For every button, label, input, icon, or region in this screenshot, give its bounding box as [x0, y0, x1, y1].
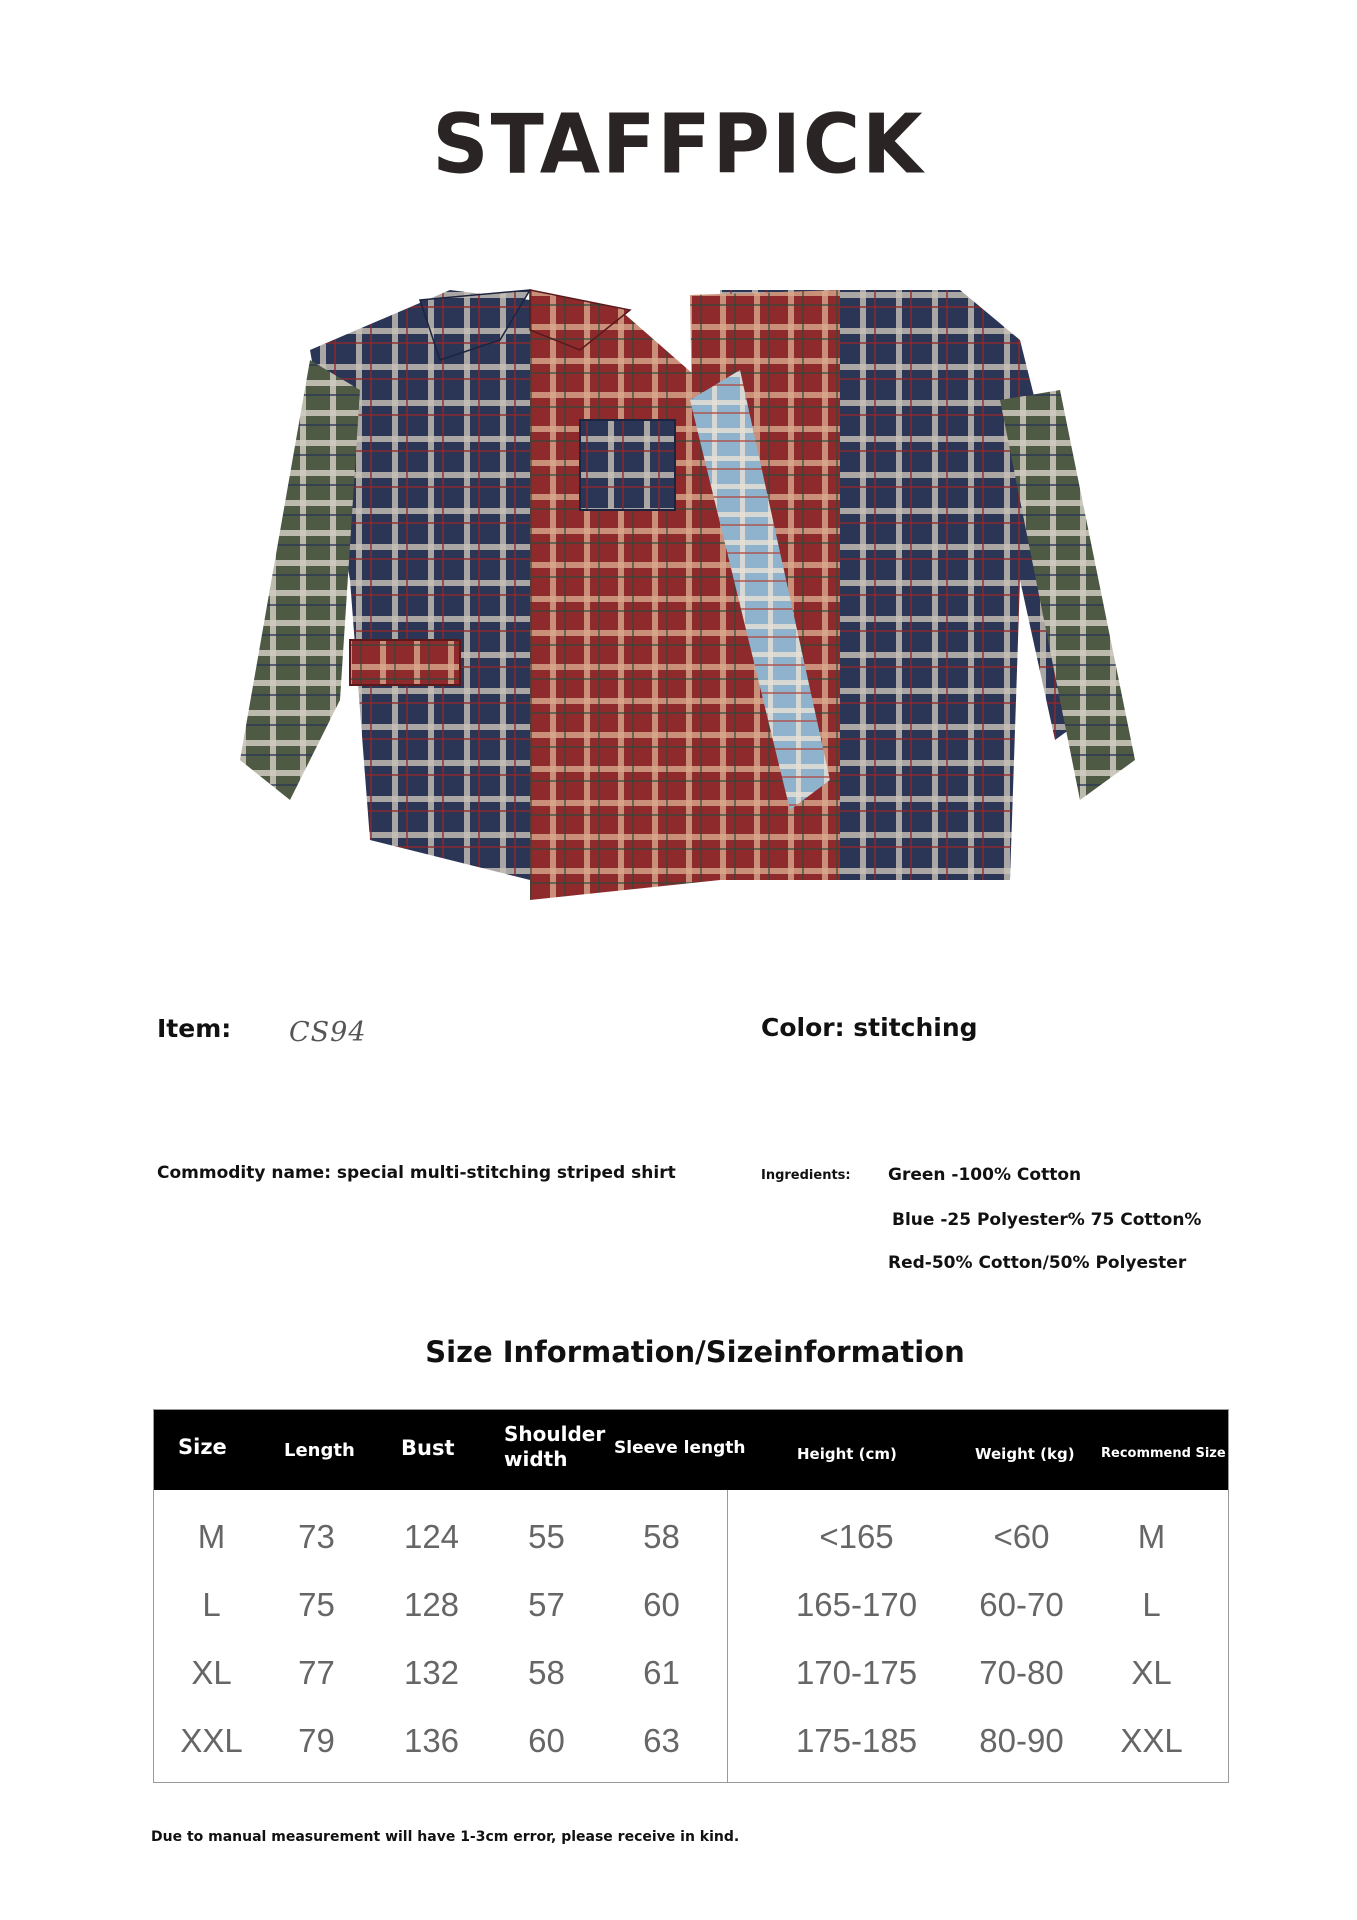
cell-shoulder: 58: [528, 1654, 565, 1691]
cell-bust: 124: [403, 1518, 460, 1555]
commodity-name: Commodity name: special multi-stitching striped shirt: [157, 1163, 676, 1183]
header-weight: Weight (kg): [975, 1445, 1075, 1463]
cell-weight: 80-90: [979, 1722, 1064, 1759]
cell-length: 79: [298, 1722, 335, 1759]
header-length: Length: [284, 1440, 355, 1461]
measurement-footnote: Due to manual measurement will have 1-3cm error, please receive in kind.: [151, 1829, 740, 1845]
cell-bust: 136: [403, 1722, 460, 1759]
cell-height: 170-175: [795, 1654, 918, 1691]
product-image: [200, 280, 1160, 900]
header-sleeve-length: Sleeve length: [614, 1438, 746, 1458]
header-shoulder-width: width: [504, 1447, 568, 1471]
cell-size: XXL: [180, 1722, 243, 1759]
cell-shoulder: 60: [528, 1722, 565, 1759]
cell-weight: 60-70: [979, 1586, 1064, 1623]
brand-logo: STAFFPICK: [432, 97, 925, 193]
item-label: Item:: [157, 1014, 232, 1043]
table-row: [154, 1639, 1228, 1707]
cell-length: 73: [298, 1518, 335, 1555]
cell-shoulder: 57: [528, 1586, 565, 1623]
ingredient-red: Red-50% Cotton/50% Polyester: [888, 1253, 1187, 1273]
cell-height: 165-170: [795, 1586, 918, 1623]
cell-size: L: [202, 1586, 221, 1623]
header-size: Size: [178, 1435, 227, 1459]
ingredient-green: Green -100% Cotton: [888, 1165, 1082, 1185]
cell-weight: <60: [993, 1518, 1050, 1555]
cell-sleeve: 58: [643, 1518, 680, 1555]
color-info: Color: stitching: [761, 1013, 978, 1042]
table-header: [154, 1410, 1228, 1490]
cell-recommend: XL: [1131, 1654, 1172, 1691]
size-section-title: Size Information/Sizeinformation: [425, 1335, 965, 1369]
cell-recommend: L: [1142, 1586, 1161, 1623]
cell-size: M: [197, 1518, 226, 1555]
cell-height: <165: [819, 1518, 894, 1555]
table-row: [154, 1707, 1228, 1775]
cell-length: 75: [298, 1586, 335, 1623]
ingredients-label: Ingredients:: [761, 1168, 851, 1183]
cell-bust: 132: [403, 1654, 460, 1691]
cell-recommend: XXL: [1120, 1722, 1183, 1759]
cell-recommend: M: [1137, 1518, 1166, 1555]
cell-size: XL: [191, 1654, 232, 1691]
item-code: CS94: [289, 1017, 367, 1048]
header-height: Height (cm): [797, 1445, 897, 1463]
size-table: [153, 1409, 1229, 1783]
cell-sleeve: 63: [643, 1722, 680, 1759]
cell-weight: 70-80: [979, 1654, 1064, 1691]
header-bust: Bust: [401, 1436, 455, 1460]
header-recommend-size: Recommend Size: [1101, 1446, 1226, 1461]
table-row: [154, 1503, 1228, 1571]
cell-length: 77: [298, 1654, 335, 1691]
cell-bust: 128: [403, 1586, 460, 1623]
cell-height: 175-185: [795, 1722, 918, 1759]
cell-sleeve: 60: [643, 1586, 680, 1623]
header-shoulder: Shoulder: [504, 1422, 606, 1446]
table-row: [154, 1571, 1228, 1639]
cell-shoulder: 55: [528, 1518, 565, 1555]
cell-sleeve: 61: [643, 1654, 680, 1691]
ingredient-blue: Blue -25 Polyester% 75 Cotton%: [892, 1210, 1202, 1230]
